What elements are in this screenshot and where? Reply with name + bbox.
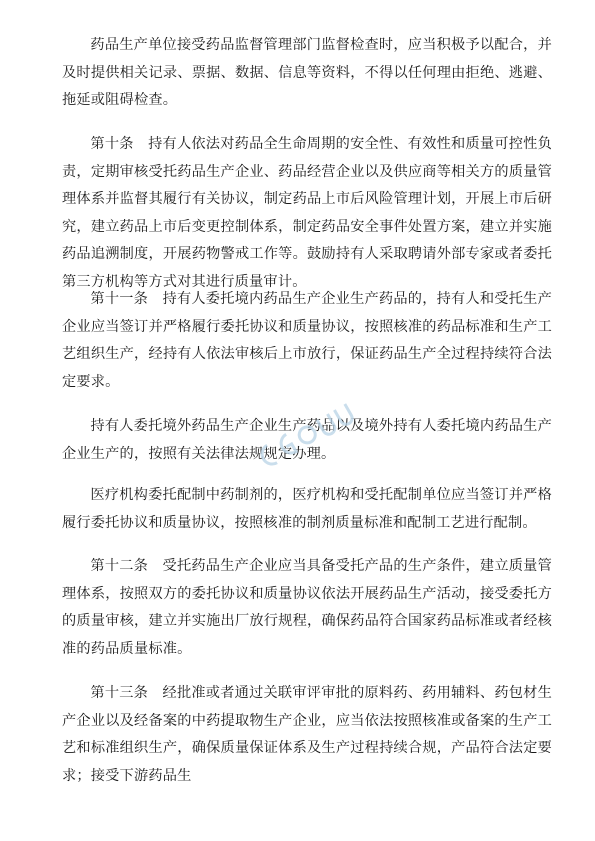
paragraph-inspection-cooperation: 药品生产单位接受药品监督管理部门监督检查时，应当积极予以配合，并及时提供相关记录、票据、数据、信息等资料，不得以任何理由拒绝、逃避、拖延或阻碍检查。: [62, 37, 552, 109]
paragraph-article-10: 第十条 持有人依法对药品全生命周期的安全性、有效性和质量可控性负责，定期审核受托药品生产企业、药品经营企业以及供应商等相关方的质量管理体系并监督其履行有关协议，制定药品上市后风险管理计划，开展上市后研究，建立药品上市后变更控制体系，制定药品安全事件处置方案，建立并实施药品追溯制度，开展药物警戒工作等。鼓励持有人采取聘请外部专家或者委托第三方机构等方式对其进行质量审计。: [62, 136, 552, 290]
paragraph-medical-institution-preparation: 医疗机构委托配制中药制剂的，医疗机构和受托配制单位应当签订并严格履行委托协议和质量协议，按照核准的制剂质量标准和配制工艺进行配制。: [62, 487, 552, 531]
paragraph-overseas-entrustment: 持有人委托境外药品生产企业生产药品以及境外持有人委托境内药品生产企业生产的，按照有关法律法规规定办理。: [62, 418, 552, 462]
paragraph-article-13: 第十三条 经批准或者通过关联审评审批的原料药、药用辅料、药包材生产企业以及经备案的中药提取物生产企业，应当依法按照核准或备案的生产工艺和标准组织生产，确保质量保证体系及生产过程持续合规，产品符合法定要求；接受下游药品生: [62, 685, 552, 784]
paragraph-article-11: 第十一条 持有人委托境内药品生产企业生产药品的，持有人和受托生产企业应当签订并严格履行委托协议和质量协议，按照核准的药品标准和生产工艺组织生产，经持有人依法审核后上市放行，保证药品生产全过程持续符合法定要求。: [62, 291, 552, 390]
paragraph-article-12: 第十二条 受托药品生产企业应当具备受托产品的生产条件，建立质量管理体系，按照双方的委托协议和质量协议依法开展药品生产活动，接受委托方的质量审核，建立并实施出厂放行规程，确保药品符合国家药品标准或者经核准的药品质量标准。: [62, 558, 552, 657]
